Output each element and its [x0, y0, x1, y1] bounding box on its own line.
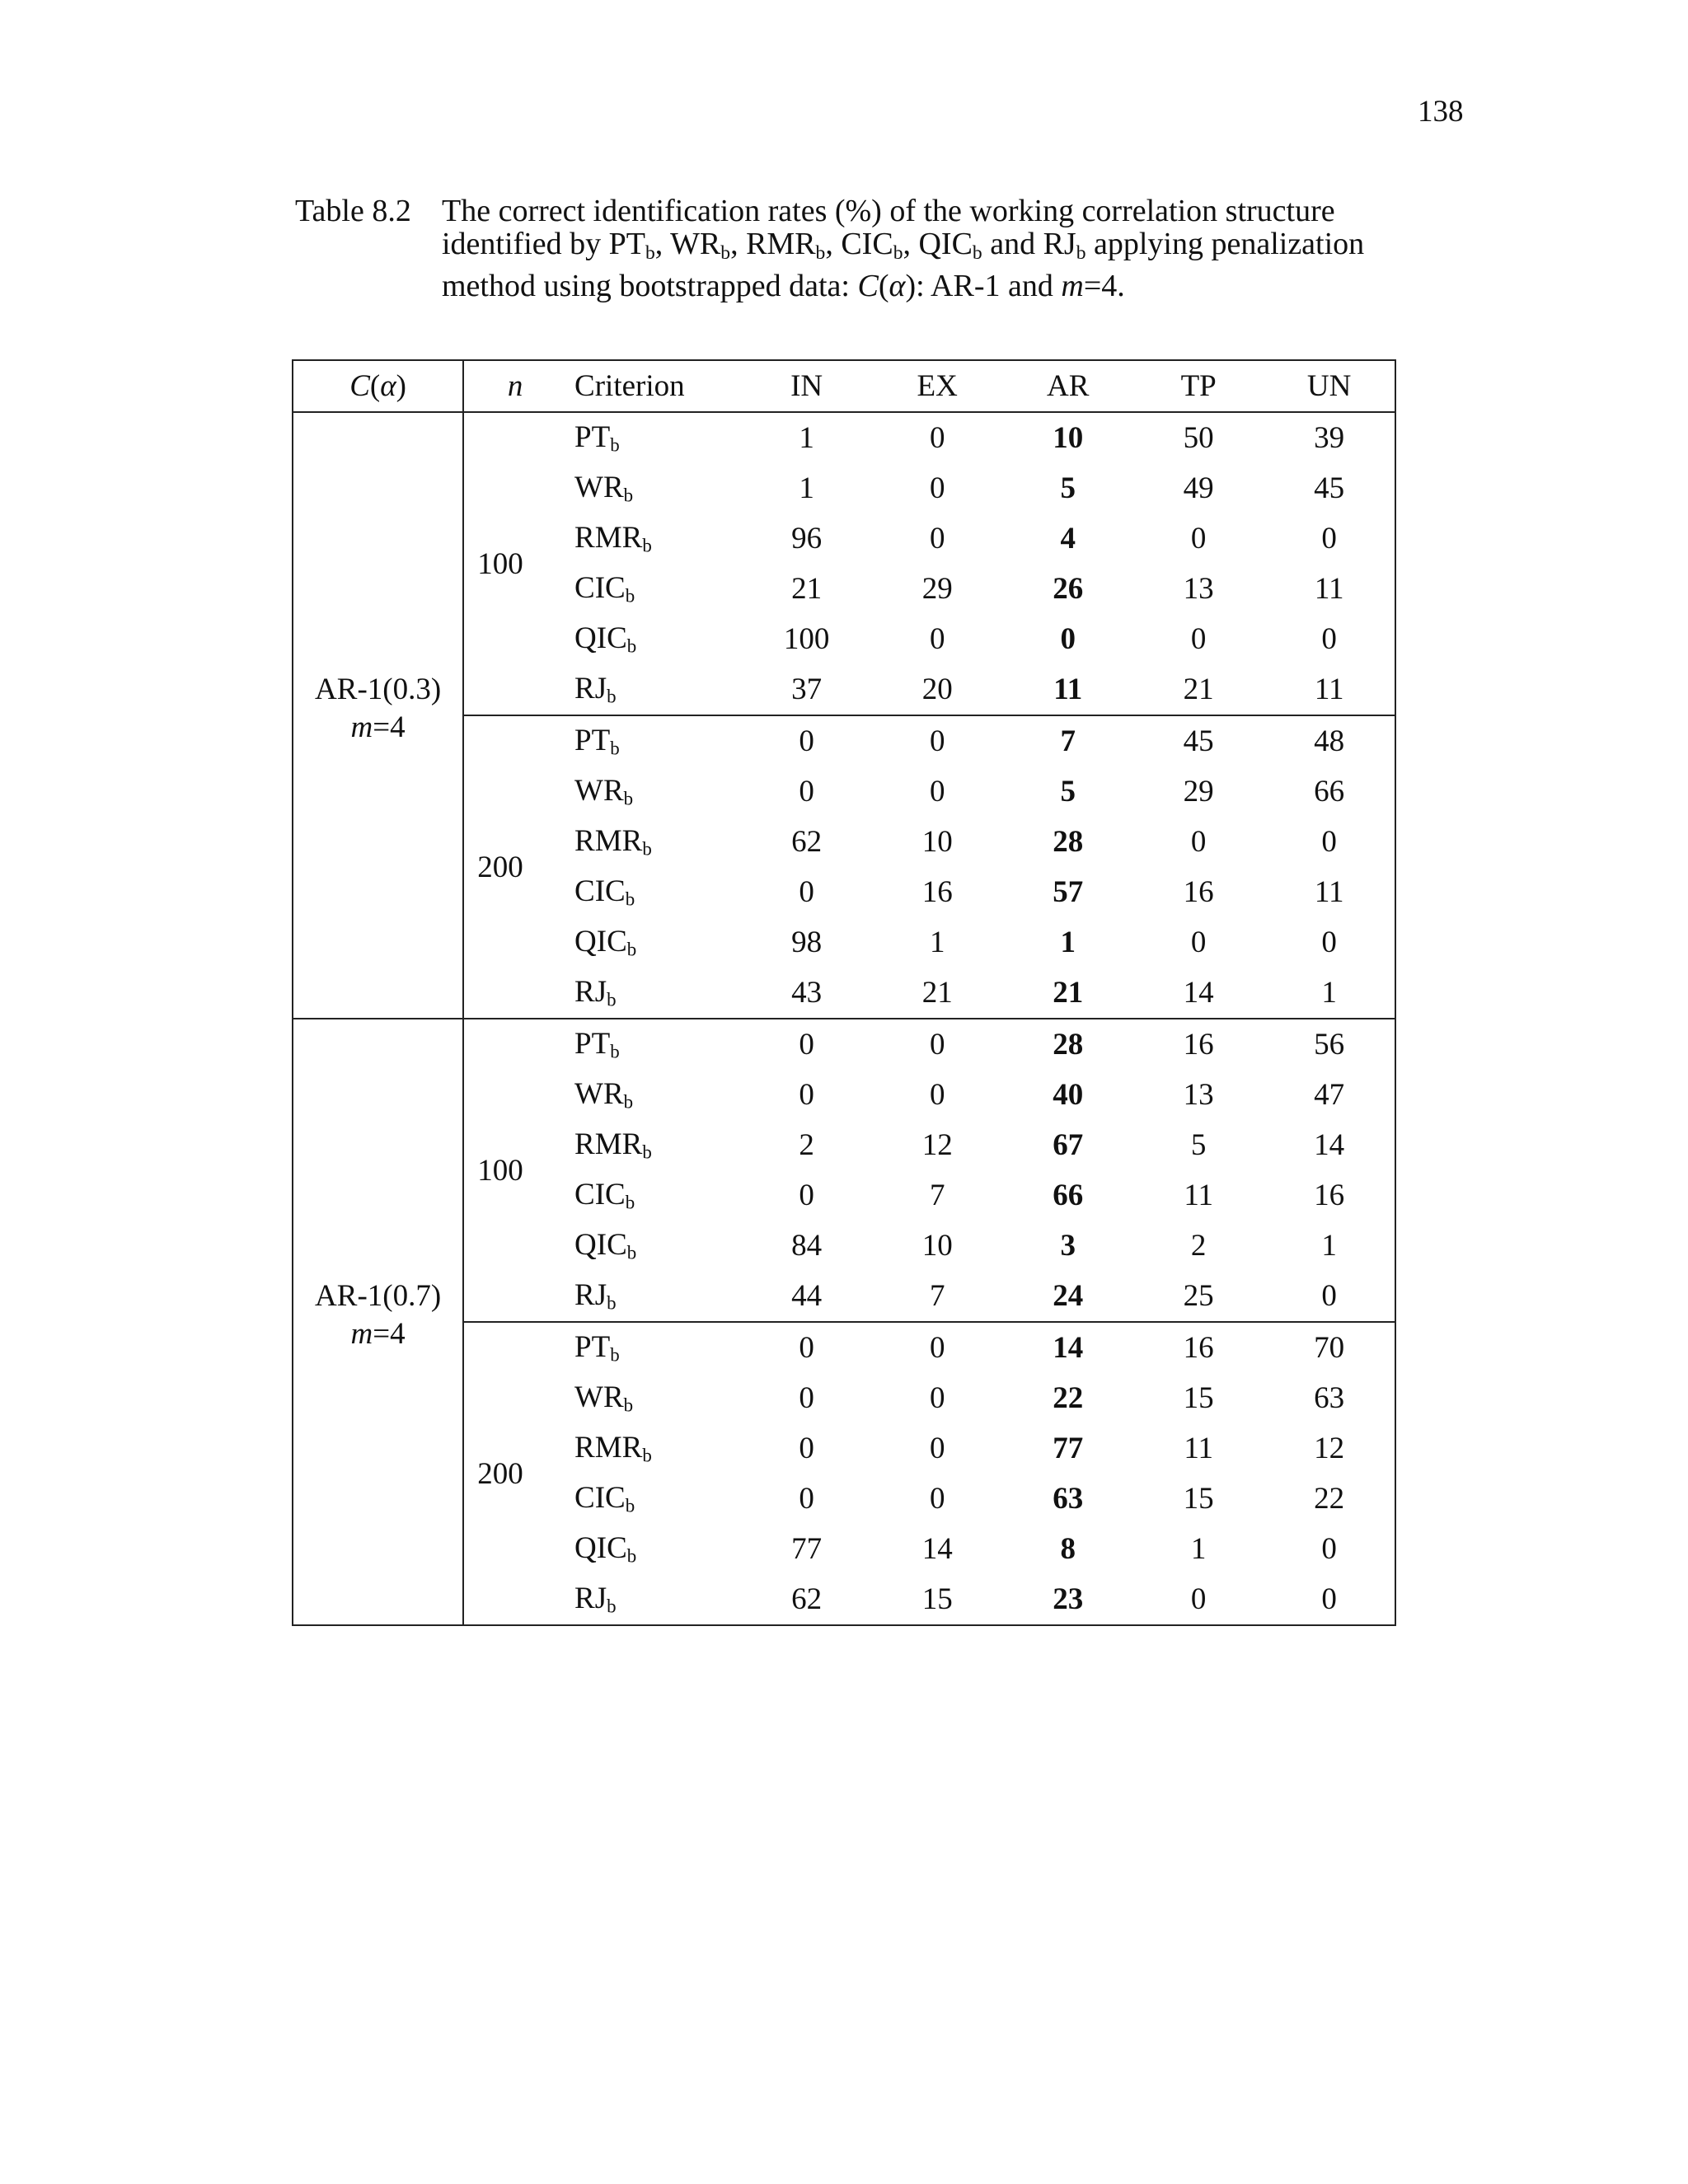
value-cell-un: 11 — [1314, 673, 1344, 706]
value-cell-ar: 0 — [1060, 622, 1076, 656]
value-cell-tp: 13 — [1183, 572, 1214, 606]
criterion-subscript: b — [607, 686, 617, 707]
value-cell-ex: 0 — [872, 715, 1003, 766]
value-cell-in: 84 — [791, 1229, 823, 1263]
table-row — [293, 1019, 1395, 1070]
criterion-name: PT — [574, 724, 611, 758]
criterion-name: WR — [574, 774, 624, 808]
value-cell-tp: 1 — [1190, 1532, 1207, 1566]
criterion-name: QIC — [574, 621, 627, 656]
criterion-cell — [566, 614, 741, 664]
value-cell-ar: 14 — [1002, 1322, 1133, 1373]
header-ex: EX — [872, 360, 1003, 412]
value-cell-ex: 10 — [921, 1229, 953, 1263]
criterion-subscript: b — [607, 989, 617, 1010]
sample-size-cell: 200 — [463, 1322, 566, 1625]
value-cell-ex: 0 — [929, 1078, 945, 1112]
value-cell-un: 14 — [1314, 1128, 1345, 1162]
header-n: n — [463, 360, 566, 412]
criterion-subscript: b — [607, 1596, 617, 1617]
table-body — [293, 412, 1395, 1625]
value-cell-tp: 21 — [1183, 673, 1214, 706]
value-cell-un: 47 — [1314, 1078, 1345, 1112]
criterion-name: RMR — [574, 824, 643, 859]
criterion-cell — [566, 513, 741, 564]
value-cell-un: 0 — [1321, 622, 1337, 656]
value-cell-tp: 49 — [1183, 471, 1214, 505]
criterion-cell — [566, 1070, 741, 1120]
value-cell-in: 62 — [791, 825, 823, 859]
criterion-subscript: b — [623, 1091, 634, 1113]
value-cell-ex: 0 — [929, 471, 945, 505]
criterion-cell — [566, 664, 741, 715]
value-cell-ar: 3 — [1060, 1229, 1076, 1263]
value-cell-ar: 40 — [1053, 1078, 1084, 1112]
cell-spacer — [293, 1019, 462, 1277]
criterion-name: RJ — [574, 672, 607, 706]
criterion-cell — [566, 968, 741, 1019]
value-cell-ex: 21 — [921, 976, 953, 1010]
value-cell-un: 0 — [1321, 522, 1337, 555]
criterion-subscript: b — [642, 1141, 652, 1163]
criterion-name: QIC — [574, 1531, 627, 1566]
value-cell-ar: 28 — [1053, 825, 1084, 859]
value-cell-un: 56 — [1264, 1019, 1395, 1070]
criterion-subscript: b — [642, 838, 652, 860]
cell-spacer — [293, 413, 462, 671]
value-cell-tp: 13 — [1183, 1078, 1214, 1112]
criterion-cell — [566, 1524, 741, 1574]
sample-size-cell: 100 — [463, 1019, 566, 1322]
value-cell-ex: 29 — [921, 572, 953, 606]
value-cell-tp: 0 — [1190, 522, 1207, 555]
value-cell-tp: 50 — [1133, 412, 1264, 463]
value-cell-ex: 1 — [929, 926, 945, 959]
value-cell-tp: 15 — [1183, 1482, 1214, 1516]
caption-line-1: The correct identification rates (%) of the working correlation structure — [442, 194, 1335, 228]
criterion-cell — [566, 1120, 741, 1170]
value-cell-ar: 4 — [1060, 522, 1076, 555]
value-cell-ar: 1 — [1060, 926, 1076, 959]
results-table-wrapper — [292, 359, 1396, 1626]
value-cell-tp: 0 — [1190, 926, 1207, 959]
value-cell-tp: 16 — [1183, 875, 1214, 909]
criterion-name: RJ — [574, 1278, 607, 1313]
criterion-subscript: b — [642, 535, 652, 556]
value-cell-ex: 0 — [929, 622, 945, 656]
value-cell-in: 1 — [741, 412, 872, 463]
criterion-cell — [566, 412, 741, 463]
criterion-subscript: b — [625, 1495, 635, 1516]
value-cell-ex: 7 — [929, 1179, 945, 1212]
correlation-label: AR-1(0.3) — [315, 673, 442, 706]
value-cell-un: 0 — [1321, 1279, 1337, 1313]
value-cell-un: 0 — [1321, 825, 1337, 859]
criterion-name: PT — [574, 1027, 611, 1062]
criterion-subscript: b — [626, 1545, 637, 1567]
value-cell-ex: 12 — [921, 1128, 953, 1162]
value-cell-tp: 29 — [1183, 775, 1214, 808]
value-cell-ex: 0 — [872, 1322, 1003, 1373]
criterion-name: QIC — [574, 1228, 627, 1263]
caption-line-2: identified by $PT_b$, $WR_b$, $RMR_b$, $CIC_b$, $QIC_b$ and $RJ_b$ applying penalization — [442, 227, 1365, 264]
value-cell-tp: 2 — [1190, 1229, 1207, 1263]
value-cell-un: 70 — [1264, 1322, 1395, 1373]
value-cell-un: 11 — [1314, 572, 1344, 606]
header-c-alpha: C(α) — [293, 360, 463, 412]
value-cell-ex: 10 — [921, 825, 953, 859]
value-cell-un: 63 — [1314, 1381, 1345, 1415]
value-cell-ex: 0 — [929, 1381, 945, 1415]
value-cell-ex: 0 — [929, 775, 945, 808]
value-cell-ar: 21 — [1053, 976, 1084, 1010]
correlation-structure-cell — [293, 412, 463, 1019]
criterion-subscript: b — [642, 1445, 652, 1466]
value-cell-ar: 28 — [1002, 1019, 1133, 1070]
header-un: UN — [1264, 360, 1395, 412]
criterion-name: CIC — [574, 1178, 626, 1212]
value-cell-in: 100 — [783, 622, 830, 656]
criterion-cell — [566, 1322, 741, 1373]
value-cell-tp: 11 — [1184, 1179, 1213, 1212]
value-cell-un: 39 — [1264, 412, 1395, 463]
value-cell-in: 96 — [791, 522, 823, 555]
value-cell-tp: 0 — [1190, 622, 1207, 656]
value-cell-ar: 57 — [1053, 875, 1084, 909]
value-cell-un: 0 — [1321, 1582, 1337, 1616]
value-cell-ar: 5 — [1060, 775, 1076, 808]
criterion-cell — [566, 1574, 741, 1625]
criterion-cell — [566, 1221, 741, 1271]
value-cell-ar: 8 — [1060, 1532, 1076, 1566]
criterion-name: WR — [574, 1077, 624, 1112]
caption-label: Table 8.2 — [295, 194, 411, 228]
value-cell-ar: 77 — [1053, 1432, 1084, 1465]
value-cell-in: 2 — [799, 1128, 814, 1162]
criterion-name: WR — [574, 1380, 624, 1415]
value-cell-ex: 16 — [921, 875, 953, 909]
value-cell-in: 0 — [741, 1322, 872, 1373]
header-row — [293, 360, 1395, 412]
value-cell-in: 0 — [799, 1482, 814, 1516]
sample-size-cell: 200 — [463, 715, 566, 1019]
value-cell-un: 12 — [1314, 1432, 1345, 1465]
criterion-cell — [566, 1170, 741, 1221]
criterion-name: QIC — [574, 925, 627, 959]
table-row — [293, 412, 1395, 463]
criterion-name: RMR — [574, 521, 643, 555]
criterion-name: RMR — [574, 1127, 643, 1162]
value-cell-un: 16 — [1314, 1179, 1345, 1212]
value-cell-in: 62 — [791, 1582, 823, 1616]
value-cell-in: 0 — [799, 775, 814, 808]
value-cell-in: 44 — [791, 1279, 823, 1313]
value-cell-un: 1 — [1321, 1229, 1337, 1263]
value-cell-in: 0 — [799, 1179, 814, 1212]
correlation-structure-cell — [293, 1019, 463, 1625]
value-cell-in: 43 — [791, 976, 823, 1010]
value-cell-ex: 0 — [872, 1019, 1003, 1070]
criterion-name: CIC — [574, 571, 626, 606]
value-cell-in: 0 — [799, 1381, 814, 1415]
correlation-label: AR-1(0.7) — [315, 1279, 442, 1313]
criterion-cell — [566, 766, 741, 817]
value-cell-tp: 15 — [1183, 1381, 1214, 1415]
value-cell-ex: 0 — [929, 1432, 945, 1465]
value-cell-in: 0 — [741, 1019, 872, 1070]
value-cell-in: 0 — [799, 1078, 814, 1112]
header-tp: TP — [1133, 360, 1264, 412]
criterion-subscript: b — [623, 485, 634, 506]
criterion-cell — [566, 1474, 741, 1524]
criterion-subscript: b — [625, 585, 635, 607]
criterion-cell — [566, 1423, 741, 1474]
value-cell-un: 0 — [1321, 1532, 1337, 1566]
value-cell-ar: 26 — [1053, 572, 1084, 606]
criterion-name: RJ — [574, 975, 607, 1010]
value-cell-tp: 11 — [1184, 1432, 1213, 1465]
value-cell-in: 77 — [791, 1532, 823, 1566]
criterion-subscript: b — [625, 1192, 635, 1213]
criterion-cell — [566, 817, 741, 867]
criterion-subscript: b — [610, 1041, 620, 1062]
criterion-name: RJ — [574, 1582, 607, 1616]
value-cell-ex: 0 — [929, 1482, 945, 1516]
criterion-subscript: b — [610, 1344, 620, 1366]
criterion-subscript: b — [626, 1242, 637, 1263]
value-cell-tp: 0 — [1190, 1582, 1207, 1616]
value-cell-in: 98 — [791, 926, 823, 959]
value-cell-ar: 24 — [1053, 1279, 1084, 1313]
caption-text — [442, 194, 1431, 302]
criterion-subscript: b — [610, 434, 620, 456]
value-cell-ex: 14 — [921, 1532, 953, 1566]
criterion-subscript: b — [623, 1394, 634, 1416]
value-cell-tp: 5 — [1190, 1128, 1207, 1162]
criterion-subscript: b — [623, 788, 634, 809]
value-cell-in: 21 — [791, 572, 823, 606]
value-cell-ar: 66 — [1053, 1179, 1084, 1212]
criterion-subscript: b — [626, 635, 637, 657]
value-cell-un: 1 — [1321, 976, 1337, 1010]
value-cell-tp: 14 — [1183, 976, 1214, 1010]
value-cell-un: 11 — [1314, 875, 1344, 909]
sample-size-cell: 100 — [463, 412, 566, 715]
value-cell-ex: 0 — [929, 522, 945, 555]
value-cell-in: 0 — [799, 1432, 814, 1465]
value-cell-un: 45 — [1314, 471, 1345, 505]
value-cell-ar: 67 — [1053, 1128, 1084, 1162]
value-cell-ex: 20 — [921, 673, 953, 706]
header-criterion: Criterion — [566, 360, 741, 412]
value-cell-tp: 16 — [1133, 1019, 1264, 1070]
criterion-subscript: b — [625, 888, 635, 910]
value-cell-in: 1 — [799, 471, 814, 505]
criterion-name: PT — [574, 420, 611, 455]
criterion-name: CIC — [574, 1481, 626, 1516]
m-label: m=4 — [350, 1317, 406, 1351]
criterion-cell — [566, 463, 741, 513]
criterion-cell — [566, 564, 741, 614]
criterion-cell — [566, 1373, 741, 1423]
header-ar: AR — [1002, 360, 1133, 412]
m-label: m=4 — [350, 710, 406, 744]
value-cell-un: 22 — [1314, 1482, 1345, 1516]
value-cell-un: 0 — [1321, 926, 1337, 959]
criterion-name: WR — [574, 471, 624, 505]
caption-line-3: method using bootstrapped data: C(α): AR-1 and m=4. — [442, 268, 1125, 303]
header-in: IN — [741, 360, 872, 412]
criterion-name: PT — [574, 1330, 611, 1365]
value-cell-ar: 7 — [1002, 715, 1133, 766]
value-cell-ar: 23 — [1053, 1582, 1084, 1616]
criterion-name: RMR — [574, 1431, 643, 1465]
page-number: 138 — [1418, 95, 1464, 129]
value-cell-ar: 11 — [1053, 673, 1083, 706]
value-cell-ar: 5 — [1060, 471, 1076, 505]
criterion-subscript: b — [607, 1292, 617, 1314]
value-cell-tp: 25 — [1183, 1279, 1214, 1313]
value-cell-ex: 15 — [921, 1582, 953, 1616]
criterion-subscript: b — [626, 939, 637, 960]
criterion-cell — [566, 715, 741, 766]
value-cell-tp: 0 — [1190, 825, 1207, 859]
value-cell-ar: 22 — [1053, 1381, 1084, 1415]
value-cell-in: 0 — [741, 715, 872, 766]
value-cell-tp: 45 — [1133, 715, 1264, 766]
criterion-cell — [566, 1019, 741, 1070]
value-cell-ar: 10 — [1002, 412, 1133, 463]
criterion-name: CIC — [574, 874, 626, 909]
value-cell-un: 48 — [1264, 715, 1395, 766]
value-cell-un: 66 — [1314, 775, 1345, 808]
criterion-subscript: b — [610, 738, 620, 759]
results-table — [292, 359, 1396, 1626]
criterion-cell — [566, 917, 741, 968]
criterion-cell — [566, 1271, 741, 1322]
value-cell-ex: 7 — [929, 1279, 945, 1313]
criterion-cell — [566, 867, 741, 917]
value-cell-tp: 16 — [1133, 1322, 1264, 1373]
value-cell-ar: 63 — [1053, 1482, 1084, 1516]
value-cell-in: 0 — [799, 875, 814, 909]
value-cell-in: 37 — [791, 673, 823, 706]
value-cell-ex: 0 — [872, 412, 1003, 463]
